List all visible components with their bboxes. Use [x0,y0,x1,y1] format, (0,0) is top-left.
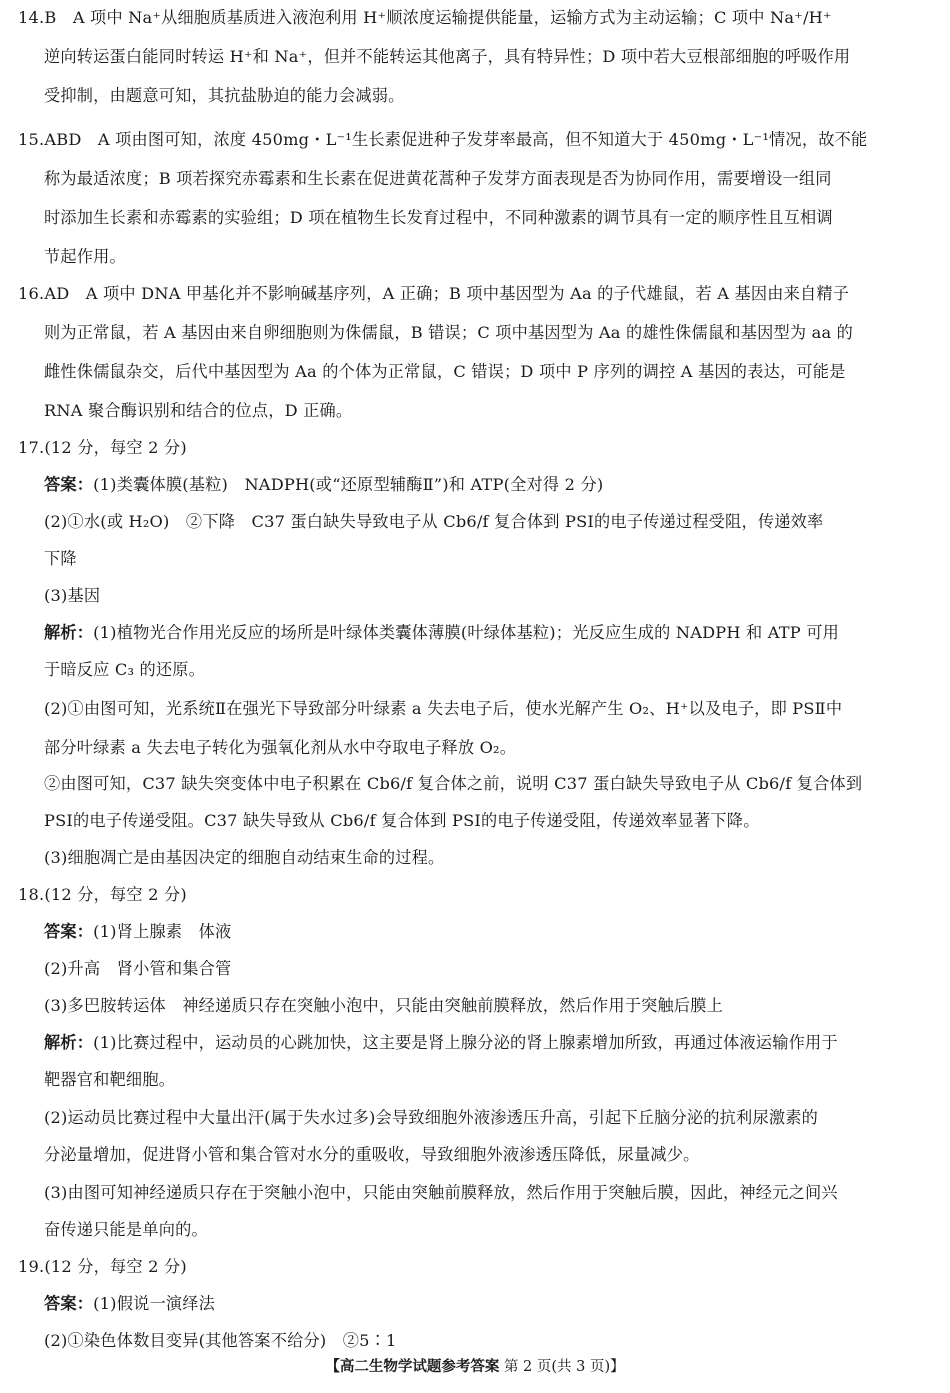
q18-analysis-2: (2)运动员比赛过程中大量出汗(属于失水过多)会导致细胞外液渗透压升高，引起下丘脑分泌的抗利尿激素的 [44,1108,818,1127]
q19-answer-1-text: (1)假说一演绎法 [93,1294,216,1313]
analysis-label: 解析： [44,1033,94,1052]
q15-line-4: 节起作用。 [44,247,126,266]
q18-analysis-3: (3)由图可知神经递质只存在于突触小泡中，只能由突触前膜释放，然后作用于突触后膜，因此，神经元之间兴 [44,1183,838,1202]
q17-analysis-4: (3)细胞凋亡是由基因决定的细胞自动结束生命的过程。 [44,848,445,867]
q18-analysis-1-cont: 靶器官和靶细胞。 [44,1070,176,1089]
footer-title: 【高二生物学试题参考答案 [325,1358,500,1375]
page-footer [0,1356,950,1378]
q14-line-3: 受抑制，由题意可知，其抗盐胁迫的能力会减弱。 [44,86,405,105]
q19-answer-2: (2)①染色体数目变异(其他答案不给分) ②5∶1 [44,1331,397,1350]
q14-line-1: 14.B A 项中 Na⁺从细胞质基质进入液泡利用 H⁺顺浓度运输提供能量，运输方式为主动运输；C 项中 Na⁺/H⁺ [18,8,832,27]
q15-line-1: 15.ABD A 项由图可知，浓度 450mg・L⁻¹生长素促进种子发芽率最高，但不知道大于 450mg・L⁻¹情况，故不能 [18,130,868,149]
q16-line-3: 雌性侏儒鼠杂交，后代中基因型为 Aa 的个体为正常鼠，C 错误；D 项中 P 序列的调控 A 基因的表达，可能是 [44,362,846,381]
q17-analysis-1-text: (1)植物光合作用光反应的场所是叶绿体类囊体薄膜(叶绿体基粒)；光反应生成的 NADPH 和 ATP 可用 [93,623,839,642]
q18-analysis-1-text: (1)比赛过程中，运动员的心跳加快，这主要是肾上腺分泌的肾上腺素增加所致，再通过体液运输作用于 [93,1033,838,1052]
q16-line-4: RNA 聚合酶识别和结合的位点，D 正确。 [44,401,353,420]
q17-analysis-2: (2)①由图可知，光系统Ⅱ在强光下导致部分叶绿素 a 失去电子后，使水光解产生 O₂、H⁺以及电子，即 PSⅡ中 [44,699,843,718]
analysis-label: 解析： [44,623,94,642]
q18-analysis-3-cont: 奋传递只能是单向的。 [44,1220,208,1239]
q17-analysis-3-cont: PSⅠ的电子传递受阻。C37 缺失导致从 Cb6/f 复合体到 PSⅠ的电子传递受阻，传递效率显著下降。 [44,811,760,830]
q19-answer-1 [44,1291,215,1317]
q18-answer-3: (3)多巴胺转运体 神经递质只存在突触小泡中，只能由突触前膜释放，然后作用于突触后膜上 [44,996,724,1015]
q17-answer-2-cont: 下降 [44,549,77,568]
q17-analysis-1 [44,620,839,646]
q15-line-2: 称为最适浓度；B 项若探究赤霉素和生长素在促进黄花蒿种子发芽方面表现是否为协同作用，需要增设一组同 [44,169,832,188]
q18-analysis-2-cont: 分泌量增加，促进肾小管和集合管对水分的重吸收，导致细胞外液渗透压降低，尿量减少。 [44,1145,700,1164]
q17-answer-1 [44,472,603,498]
q14-line-2: 逆向转运蛋白能同时转运 H⁺和 Na⁺，但并不能转运其他离子，具有特异性；D 项中若大豆根部细胞的呼吸作用 [44,47,851,66]
q15-line-3: 时添加生长素和赤霉素的实验组；D 项在植物生长发育过程中，不同种激素的调节具有一定的顺序性且互相调 [44,208,833,227]
answer-label: 答案： [44,1294,94,1313]
q18-answer-1-text: (1)肾上腺素 体液 [93,922,232,941]
answer-label: 答案： [44,475,94,494]
answer-label: 答案： [44,922,94,941]
q18-heading: 18.(12 分，每空 2 分) [18,885,187,904]
q17-analysis-1-cont: 于暗反应 C₃ 的还原。 [44,660,206,679]
q16-line-2: 则为正常鼠，若 A 基因由来自卵细胞则为侏儒鼠，B 错误；C 项中基因型为 Aa 的雄性侏儒鼠和基因型为 aa 的 [44,323,854,342]
q18-answer-1 [44,919,231,945]
footer-page-number: 第 2 页(共 3 页)】 [503,1359,625,1375]
q17-analysis-2-cont: 部分叶绿素 a 失去电子转化为强氧化剂从水中夺取电子释放 O₂。 [44,738,517,757]
q19-heading: 19.(12 分，每空 2 分) [18,1257,187,1276]
q17-heading: 17.(12 分，每空 2 分) [18,438,187,457]
q16-line-1: 16.AD A 项中 DNA 甲基化并不影响碱基序列，A 正确；B 项中基因型为 Aa 的子代雄鼠，若 A 基因由来自精子 [18,284,850,303]
q17-answer-3: (3)基因 [44,586,101,605]
q17-analysis-3: ②由图可知，C37 缺失突变体中电子积累在 Cb6/f 复合体之前，说明 C37 蛋白缺失导致电子从 Cb6/f 复合体到 [44,774,863,793]
q18-analysis-1 [44,1030,838,1056]
q18-answer-2: (2)升高 肾小管和集合管 [44,959,232,978]
q17-answer-1-text: (1)类囊体膜(基粒) NADPH(或“还原型辅酶Ⅱ”)和 ATP(全对得 2 分) [93,475,604,494]
q17-answer-2: (2)①水(或 H₂O) ②下降 C37 蛋白缺失导致电子从 Cb6/f 复合体到 PSⅠ的电子传递过程受阻，传递效率 [44,512,824,531]
